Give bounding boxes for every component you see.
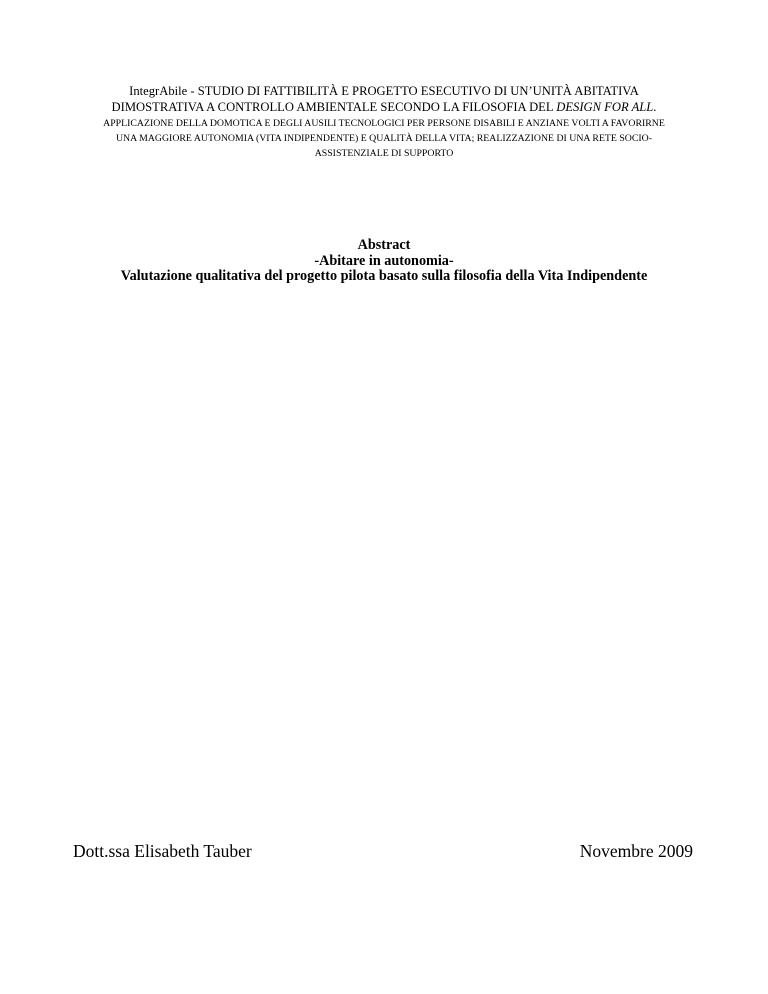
header-subtitle-line-3: ASSISTENZIALE DI SUPPORTO bbox=[314, 148, 454, 159]
header-subtitle-line-2: UNA MAGGIORE AUTONOMIA (VITA INDIPENDENTE) E QUALITÀ DELLA VITA; REALIZZAZIONE DI UNA RETE SOCIO- bbox=[115, 133, 652, 144]
header-title-line-1: IntegrAbile - STUDIO DI FATTIBILITÀ E PROGETTO ESECUTIVO DI UN’UNITÀ ABITATIVA bbox=[129, 84, 639, 98]
main-title: Valutazione qualitativa del progetto pilota basato sulla filosofia della Vita Indipendente bbox=[120, 268, 648, 284]
subtitle-heading: -Abitare in autonomia- bbox=[314, 252, 454, 269]
document-header bbox=[60, 83, 708, 161]
abstract-heading: Abstract bbox=[357, 237, 411, 253]
header-subtitle bbox=[60, 116, 708, 161]
document-title-block bbox=[40, 238, 728, 285]
header-line-2-period: . bbox=[653, 100, 657, 114]
header-line-2-text: DIMOSTRATIVA A CONTROLLO AMBIENTALE SECONDO LA FILOSOFIA DEL bbox=[111, 100, 557, 114]
publication-date: Novembre 2009 bbox=[579, 841, 693, 861]
author-name: Dott.ssa Elisabeth Tauber bbox=[73, 841, 252, 861]
design-for-all-emphasis: DESIGN FOR ALL bbox=[556, 100, 654, 114]
header-subtitle-line-1: APPLICAZIONE DELLA DOMOTICA E DEGLI AUSILI TECNOLOGICI PER PERSONE DISABILI E ANZIANE VOLTI A FAVORIRNE bbox=[103, 118, 665, 129]
header-title-line-2 bbox=[60, 99, 708, 115]
